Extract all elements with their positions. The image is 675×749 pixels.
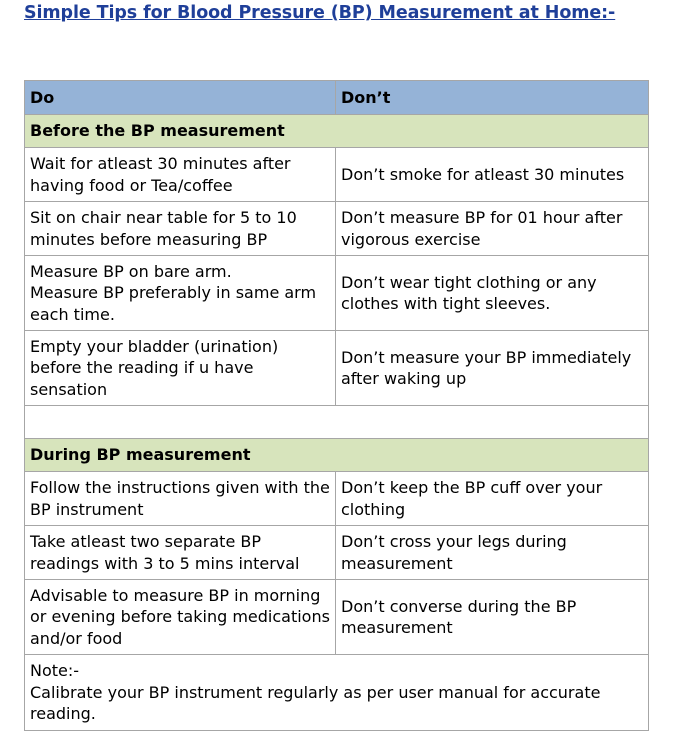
note-label: Note:- [30,661,80,681]
table-row [25,580,649,655]
page-title: Simple Tips for Blood Pressure (BP) Measurement at Home:- [24,3,616,23]
do-cell: Measure BP on bare arm. Measure BP preferably in same arm each time. [25,256,336,331]
section-heading-row [25,115,649,148]
table-row [25,526,649,580]
do-cell: Take atleast two separate BP readings with 3 to 5 mins interval [25,526,336,580]
note-cell [25,655,649,731]
table-header-row [25,81,649,115]
dont-cell: Don’t smoke for atleast 30 minutes [336,148,649,202]
section-heading-row [25,439,649,472]
do-cell: Sit on chair near table for 5 to 10 minutes before measuring BP [25,202,336,256]
table-row [25,472,649,526]
section-heading-before: Before the BP measurement [25,115,649,148]
do-cell: Wait for atleast 30 minutes after having food or Tea/coffee [25,148,336,202]
note-row [25,655,649,731]
dont-cell: Don’t measure BP for 01 hour after vigorous exercise [336,202,649,256]
do-cell: Follow the instructions given with the BP instrument [25,472,336,526]
do-cell: Advisable to measure BP in morning or evening before taking medications and/or food [25,580,336,655]
table-row [25,202,649,256]
table-row [25,331,649,406]
spacer-row [25,406,649,439]
table-row [25,148,649,202]
section-heading-during: During BP measurement [25,439,649,472]
header-dont: Don’t [336,81,649,115]
do-cell: Empty your bladder (urination) before the reading if u have sensation [25,331,336,406]
note-text: Calibrate your BP instrument regularly as per user manual for accurate reading. [30,682,601,724]
dont-cell: Don’t cross your legs during measurement [336,526,649,580]
empty-cell [25,406,649,439]
dont-cell: Don’t measure your BP immediately after waking up [336,331,649,406]
table-row [25,256,649,331]
header-do: Do [25,81,336,115]
dont-cell: Don’t wear tight clothing or any clothes with tight sleeves. [336,256,649,331]
bp-tips-table [24,80,649,731]
dont-cell: Don’t keep the BP cuff over your clothing [336,472,649,526]
dont-cell: Don’t converse during the BP measurement [336,580,649,655]
